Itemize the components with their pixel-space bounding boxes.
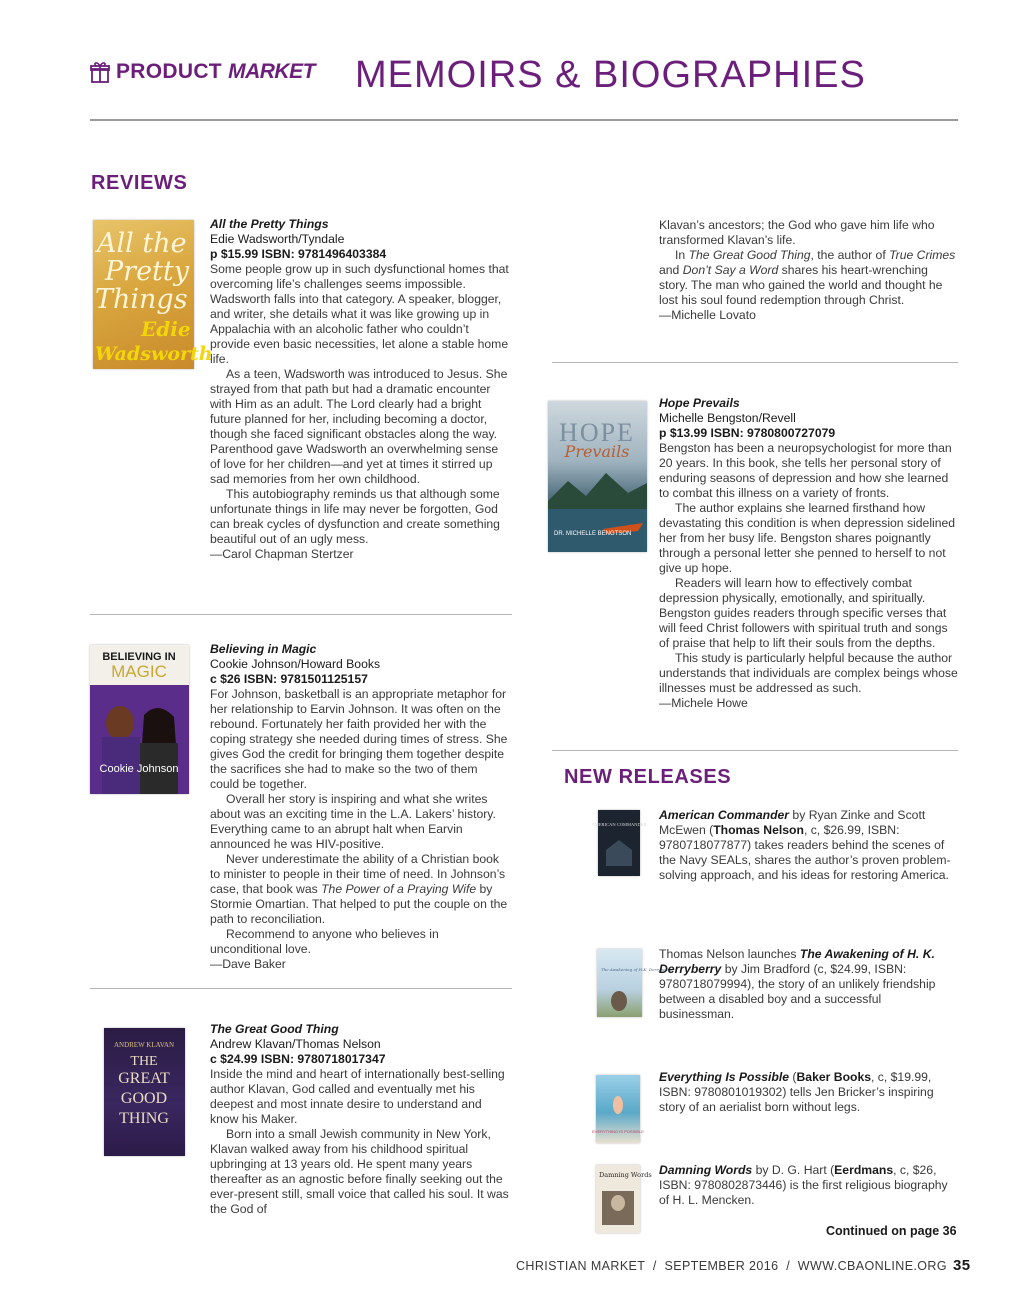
- review-hope-prevails: [659, 396, 959, 711]
- text: , c, $26.99, ISBN: 9780718077877) takes readers behind the scenes of the Navy SEALs, shares the author’s proven problem-solving approach, and his ideas for restoring America.: [659, 823, 951, 882]
- text: shares his heart-wrenching story. The man who gained the world and thought he lost his soul found redemption through Christ.: [659, 263, 943, 307]
- footer: [516, 1257, 970, 1274]
- cover-line: Wadsworth: [95, 343, 213, 365]
- cover-line: EVERYTHING IS POSSIBLE: [592, 1129, 644, 1134]
- book-title-inline: The Power of a Praying Wife: [321, 882, 477, 896]
- continued-note: Continued on page 36: [826, 1224, 957, 1238]
- book-title: The Awakening of H. K. Derryberry: [659, 947, 935, 976]
- book-title-inline: Don’t Say a Word: [682, 263, 779, 277]
- divider: [90, 614, 512, 615]
- review-the-great-good-thing: [210, 1022, 510, 1217]
- book-price-isbn: c $26 ISBN: 9781501125157: [210, 672, 368, 686]
- text: by D. G. Hart (: [752, 1163, 835, 1177]
- review-paragraph: Inside the mind and heart of internationally best-selling author Klavan, God called and eventually met his deepest and most innate desire to understand and know his Maker.: [210, 1067, 505, 1126]
- review-paragraph: As a teen, Wadsworth was introduced to Jesus. She strayed from that path but had a dramatic encounter with Him as an adult. The Lord clearly had a bright future planned for her, including becoming a doctor, though she faced significant obstacles along the way. Parenthood gave Wadsworth an overwhelming sense of love for her children—and yet at times it stirred up sad memories from her own childhood.: [210, 367, 508, 486]
- cover-line: Pretty: [105, 256, 190, 287]
- book-price-isbn: c $24.99 ISBN: 9780718017347: [210, 1052, 386, 1066]
- review-paragraph: Bengston has been a neuropsychologist for more than 20 years. In this book, she tells her personal story of enduring seasons of depression and how she learned to combat this illness on a variety of fronts.: [659, 441, 952, 500]
- cover-art: [548, 401, 647, 552]
- book-title-inline: True Crimes: [889, 248, 956, 262]
- cover-line: HOPE: [559, 418, 635, 447]
- divider: [90, 988, 512, 989]
- review-paragraph: Overall her story is inspiring and what she writes about was an exciting time in the L.A. Lakers’ history. Everything came to an abrupt halt when Earvin announced he was HIV-positive.: [210, 792, 496, 851]
- book-cover-american-commander: [591, 810, 647, 876]
- review-paragraph: This study is particularly helpful because the author understands that individuals are complex beings whose illnesses must be addressed as such.: [659, 651, 958, 695]
- divider: [552, 362, 958, 363]
- reviews-heading: REVIEWS: [91, 172, 188, 194]
- reviewer-name: —Michelle Lovato: [659, 308, 756, 322]
- cover-author: ANDREW KLAVAN: [113, 1041, 175, 1049]
- cover-line: Prevails: [564, 442, 630, 461]
- cover-line: Edie: [141, 317, 191, 341]
- cover-art: [597, 949, 672, 1017]
- cover-line: The Awakening of H.K. Derryberry: [601, 967, 672, 972]
- book-price-isbn: p $15.99 ISBN: 9781496403384: [210, 247, 387, 261]
- book-author-publisher: Cookie Johnson/Howard Books: [210, 657, 381, 671]
- book-author-publisher: Edie Wadsworth/Tyndale: [210, 232, 345, 246]
- book-cover-damning-words: [596, 1165, 652, 1233]
- logo-product: PRODUCT: [116, 60, 222, 83]
- review-paragraph: Born into a small Jewish community in New York, Klavan walked away from his childhood spiritual upbringing at 13 years old. He spent many years thereafter as an agnostic before finally seeking out the ever-present still, small voice that called his soul. It was the God of: [210, 1127, 509, 1216]
- review-believing-in-magic: [210, 642, 510, 972]
- text: In: [675, 248, 689, 262]
- cover-art: [592, 1075, 644, 1143]
- header-divider: [90, 119, 958, 121]
- book-title: Damning Words: [659, 1163, 753, 1177]
- page-title: MEMOIRS & BIOGRAPHIES: [355, 54, 866, 96]
- book-title: American Commander: [659, 808, 790, 822]
- book-title: Believing in Magic: [210, 642, 317, 656]
- cover-line: Damning Words: [599, 1171, 652, 1179]
- reviewer-name: —Dave Baker: [210, 957, 286, 971]
- new-release-american-commander: [659, 808, 957, 883]
- book-title: Hope Prevails: [659, 396, 740, 410]
- text: Thomas Nelson launches: [659, 947, 800, 961]
- book-title: The Great Good Thing: [210, 1022, 339, 1036]
- book-cover-hope-prevails: [548, 401, 647, 552]
- cover-author: DR. MICHELLE BENGTSON: [554, 531, 632, 537]
- cover-line: MAGIC: [111, 662, 167, 681]
- text: , the author of: [810, 248, 890, 262]
- cover-line: GOOD: [120, 1090, 168, 1107]
- cover-line: Things: [95, 284, 188, 315]
- cover-art: [591, 810, 647, 876]
- new-release-everything-is-possible: [659, 1070, 957, 1115]
- publisher: Baker Books: [796, 1070, 872, 1084]
- text: (: [789, 1070, 797, 1084]
- logo-market: MARKET: [228, 60, 315, 83]
- book-title: Everything Is Possible: [659, 1070, 790, 1084]
- review-paragraph: For Johnson, basketball is an appropriate metaphor for her relationship to Earvin Johnson. It was often on the rebound. Fortunately her faith provided her with the coping strategy she needed during times of stress. She gives God the credit for bringing them together despite the sacrifices she had to make so the two of them could be together.: [210, 687, 508, 791]
- book-title: All the Pretty Things: [210, 217, 329, 231]
- review-the-great-good-thing-continued: [659, 218, 959, 323]
- cover-art: [596, 1165, 652, 1233]
- cover-art: [93, 220, 213, 369]
- new-release-damning-words: [659, 1163, 957, 1208]
- review-paragraph: This autobiography reminds us that although some unfortunate things in life may never be forgotten, God can break cycles of dysfunction and create something beautiful out of an ugly mess.: [210, 487, 500, 546]
- cover-line: AMERICAN COMMANDER: [591, 822, 647, 827]
- book-cover-awakening-derryberry: [597, 949, 672, 1017]
- cover-line: GREAT: [118, 1070, 170, 1087]
- cover-line: BELIEVING IN: [102, 651, 176, 663]
- review-paragraph: Klavan’s ancestors; the God who gave him life who transformed Klavan’s life.: [659, 218, 935, 247]
- book-title-inline: The Great Good Thing: [688, 248, 811, 262]
- book-author-publisher: Michelle Bengston/Revell: [659, 411, 796, 425]
- publisher: Thomas Nelson: [713, 823, 804, 837]
- review-paragraph: The author explains she learned firsthand how devastating this condition is when depression sidelined her from her busy life. Bengston shares poignantly through a personal letter she penned to herself to not give up hope.: [659, 501, 956, 575]
- text: by Ryan Zinke and Scott McEwen (: [659, 808, 926, 837]
- review-paragraph: Readers will learn how to effectively combat depression physically, emotionally, and spiritually. Bengston guides readers through specific verses that will feed Christ followers with spiritual truth and songs of praise that help to lift their souls from the depths.: [659, 576, 948, 650]
- review-all-the-pretty-things: [210, 217, 510, 562]
- text: by Jim Bradford (c, $24.99, ISBN: 9780718079994), the story of an unlikely friendship between a disabled boy and a successful businessman.: [659, 962, 936, 1021]
- publisher: Eerdmans: [834, 1163, 894, 1177]
- cover-line: All the: [97, 228, 187, 259]
- text: , c, $26, ISBN: 9780802873446) is the first religious biography of H. L. Mencken.: [659, 1163, 948, 1207]
- cover-art: [90, 645, 189, 794]
- book-price-isbn: p $13.99 ISBN: 9780800727079: [659, 426, 836, 440]
- review-paragraph: Never underestimate the ability of a Christian book to minister to people in their time of need. In Johnson’s case, that book was The Power of a Praying Wife by Stormie Omartian. That helped to put the couple on the path to reconciliation.: [210, 852, 508, 926]
- text: , c, $19.99, ISBN: 9780801019302) tells Jen Bricker’s inspiring story of an aerialist born without legs.: [659, 1070, 934, 1114]
- reviewer-name: —Michele Howe: [659, 696, 748, 710]
- reviewer-name: —Carol Chapman Stertzer: [210, 547, 354, 561]
- book-cover-believing-in-magic: [90, 645, 189, 794]
- product-market-logo: [90, 60, 315, 84]
- cover-line: THE: [130, 1054, 158, 1069]
- cover-line: Cookie Johnson: [99, 763, 179, 775]
- gift-icon: [90, 61, 110, 83]
- new-release-awakening-derryberry: [659, 947, 957, 1022]
- page-number: 35: [952, 1257, 971, 1274]
- book-cover-all-the-pretty-things: [93, 220, 213, 369]
- book-author-publisher: Andrew Klavan/Thomas Nelson: [210, 1037, 381, 1051]
- divider: [552, 750, 958, 751]
- book-cover-everything-is-possible: [592, 1075, 644, 1143]
- text: and: [659, 263, 683, 277]
- review-paragraph: Some people grow up in such dysfunctional homes that overcoming life’s challenges seems impossible. Wadsworth falls into that category. A speaker, blogger, and writer, she details what it was like growing up in Appalachia with an alcoholic father who couldn’t provide even basic necessities, let alone a stable home life.: [210, 262, 509, 366]
- cover-art: [104, 1028, 185, 1156]
- new-releases-heading: NEW RELEASES: [564, 766, 732, 788]
- review-paragraph: [659, 248, 959, 308]
- footer-text: CHRISTIAN MARKET / SEPTEMBER 2016 / WWW.CBAONLINE.ORG: [516, 1259, 947, 1273]
- book-cover-the-great-good-thing: [104, 1028, 185, 1156]
- cover-line: THING: [119, 1110, 169, 1127]
- review-paragraph: Recommend to anyone who believes in unconditional love.: [210, 927, 439, 956]
